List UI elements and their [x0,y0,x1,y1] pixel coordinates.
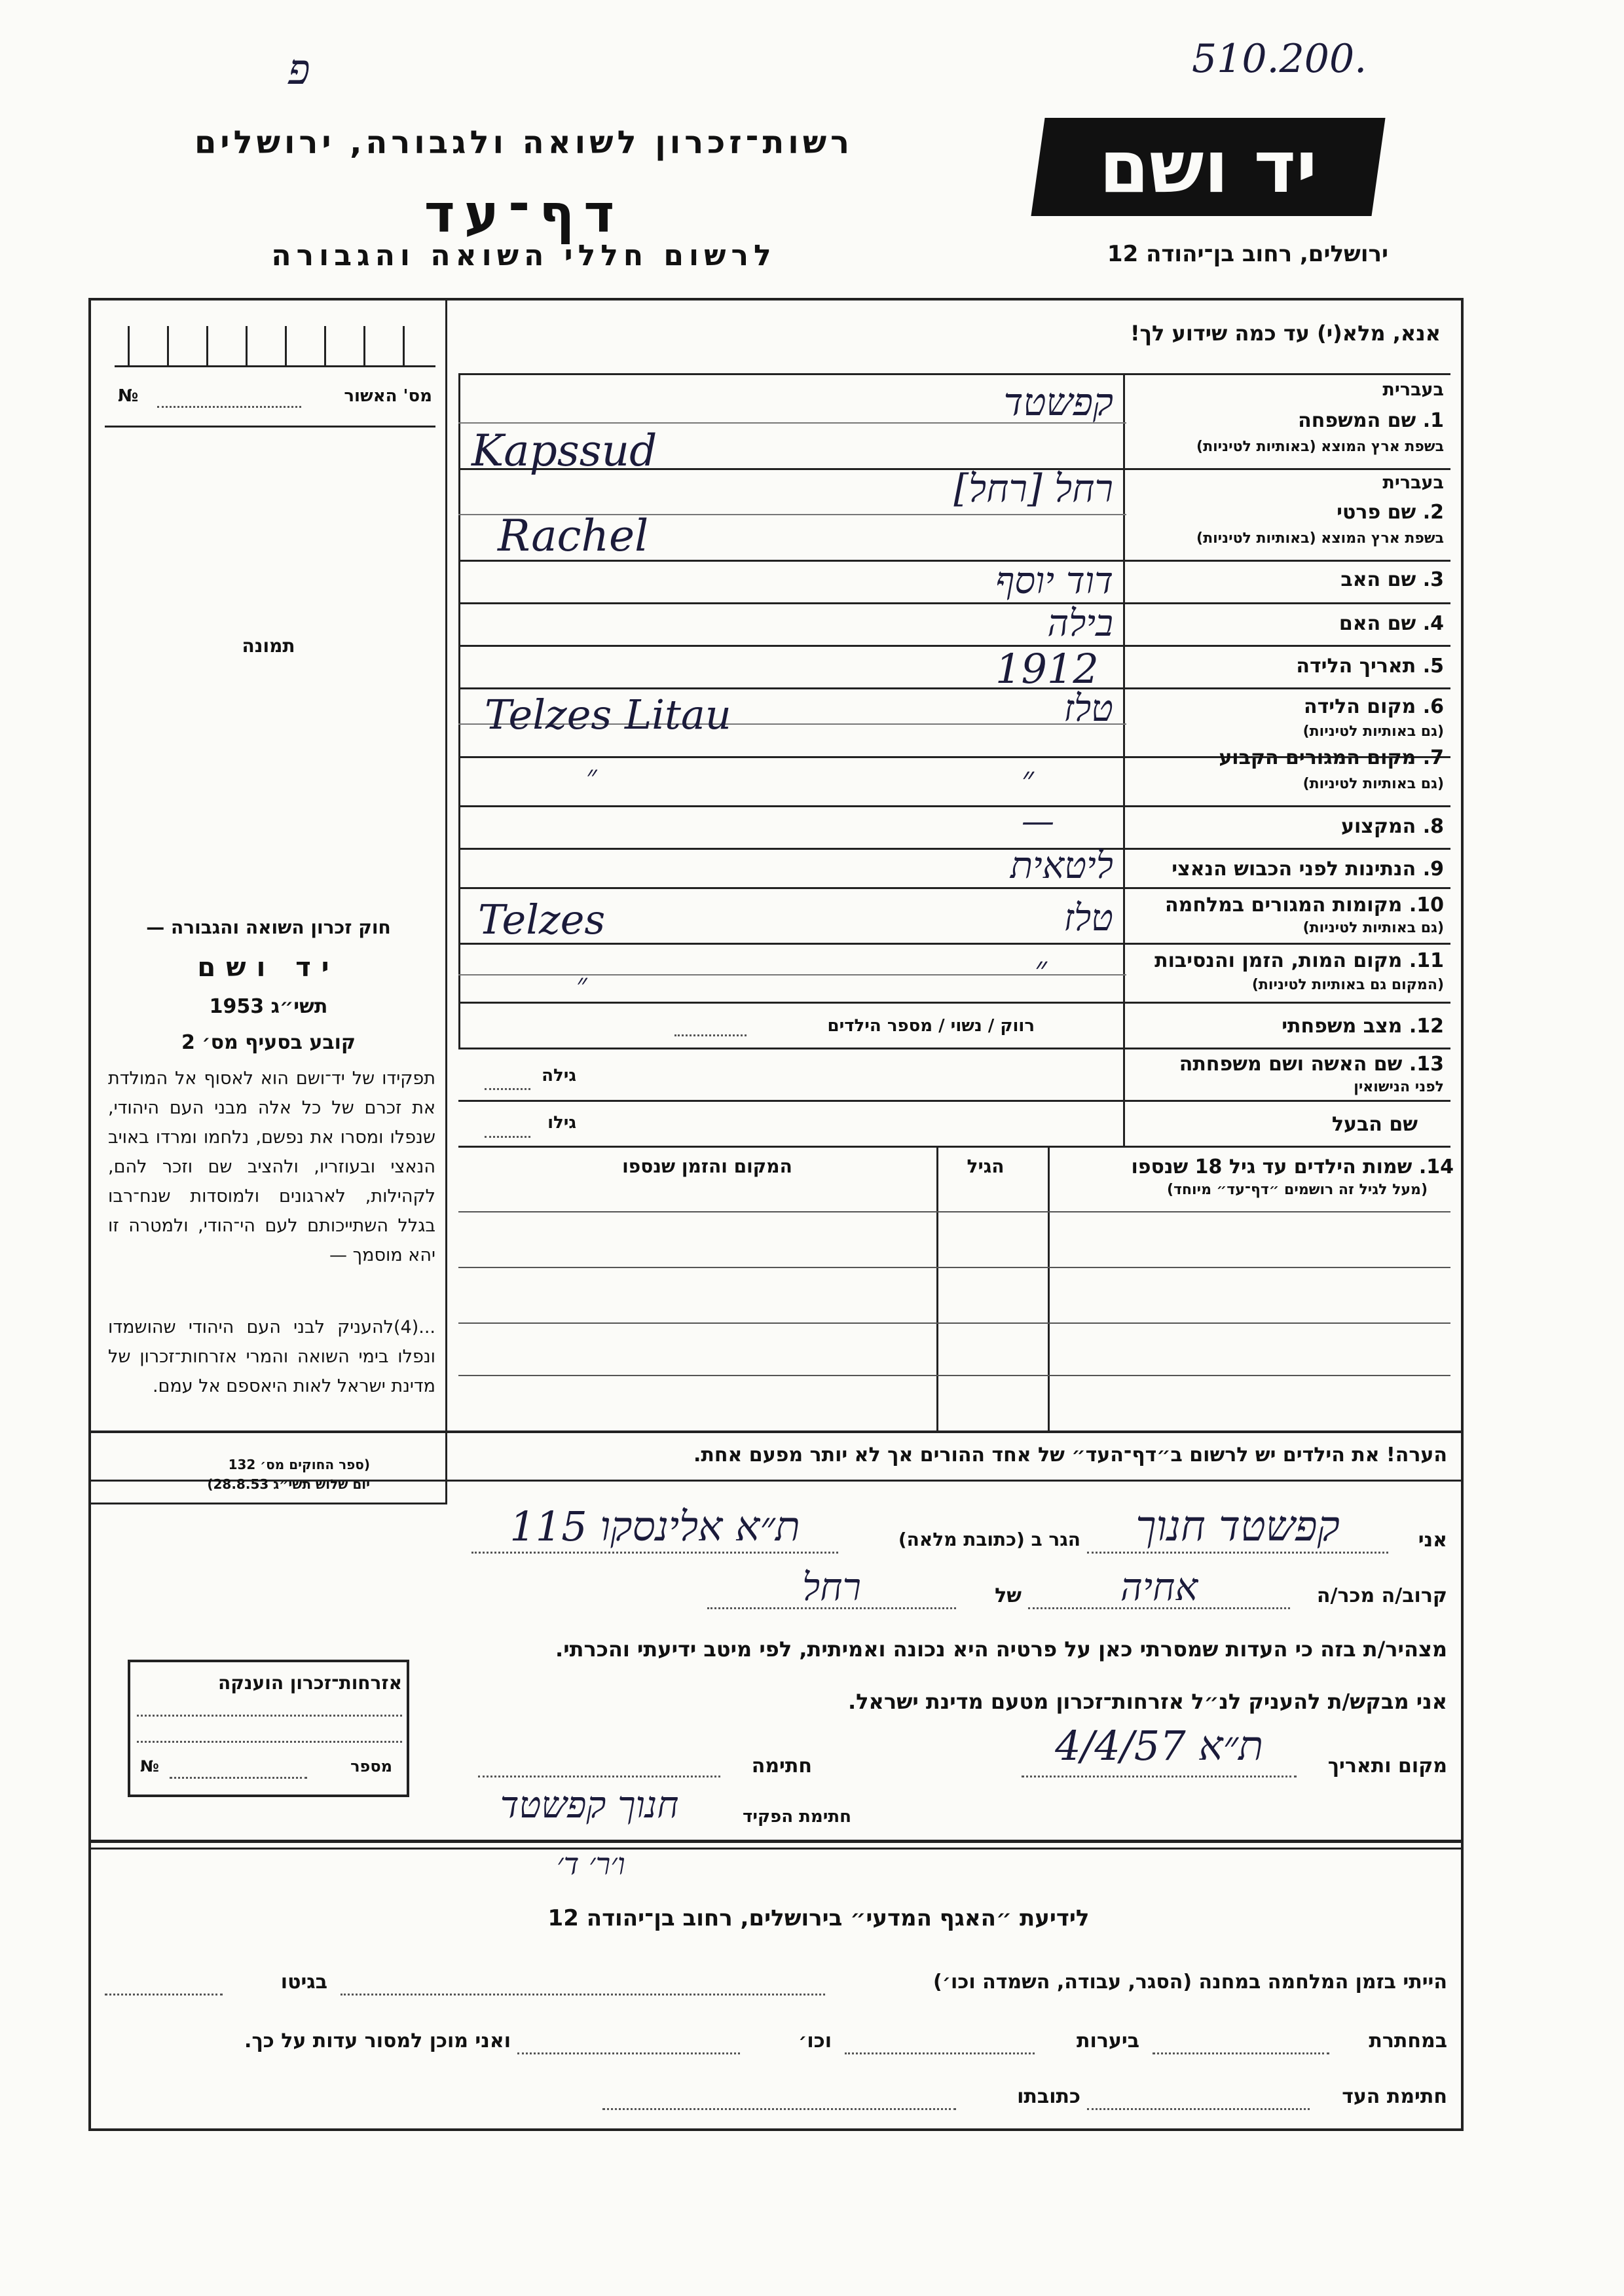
field-14-col-place: המקום והזמן שנספו [622,1156,792,1177]
field-3-num: 3. [1422,568,1444,591]
bottom-line2-c: וכו׳ [798,2030,832,2052]
field-1-lang: בעברית [1382,380,1444,400]
field-2-hebrew-value[interactable]: רחל [רחל] [953,466,1113,511]
field-6-sub: (גם באותיות לטיניות) [1302,723,1444,740]
page-title: דף־עד [424,183,624,244]
declarant-resides-label: הגר ב (כתובת מלאה) [898,1529,1080,1550]
field-2-num: 2. [1422,501,1444,524]
field-10-latin-value[interactable]: Telzes [478,896,606,943]
bottom-line2-a: במחתרת [1369,2030,1447,2052]
field-1-hebrew-value[interactable]: קפשטד [1003,380,1113,424]
tick-scale [115,326,435,367]
yad-vashem-logo [1031,118,1385,216]
declaration-text: מצהיר/ת בזה כי העדות שמסרתי כאן על פרטיה היא נכונה ואמיתית, לפי מיטב ידיעתי והכרתי. [555,1637,1447,1662]
law-year: תשי״ג 1953 [209,995,328,1018]
field-8-label [1136,815,1444,838]
field-2-label [1136,501,1444,524]
bottom-title: לידיעת ״האגף המדעי״ בירושלים, רחוב בן־יהודה 12 [547,1905,1090,1931]
field-5-label [1136,655,1444,678]
bottom-line2-d: ואני מוכן למסור עדות על כך. [244,2030,511,2052]
law-source-2: יום שלוש תשי״ג 28.8.53) [207,1476,370,1492]
bottom-line2-b: ביערות [1077,2030,1139,2052]
law-heading: חוק זכרון השואה והגבורה — [146,917,391,938]
field-3-value[interactable]: דוד יוסף [995,560,1113,602]
field-8-value[interactable]: — [1022,802,1054,840]
law-clause: קובע בסעיף מס׳ 2 [181,1031,356,1054]
relation-label: קרוב/ה מכר/ה [1316,1584,1447,1607]
field-5-value[interactable]: 1912 [995,645,1099,693]
field-12-value[interactable]: רווק / נשוי / מספר הילדים [827,1016,1035,1036]
intro-text: אנא, מלא(י) עד כמה שידוע לך! [1130,321,1441,346]
field-13-sub: לפני הנישואין [1354,1079,1444,1095]
law-text: תפקידו של יד־ושם הוא לאסוף אל המולדת את זכרם של כל אלה מבני העם היהודי, שנפלו ומסרו את נפשם, נלחמו ומרדו באויב הנאצי ובעוזריו, ולהציב שם וזכר להם, לקהילות, לארגונים ולמוסדות שנח־רבו בגלל השתייכותם לעם הי־הודי, ולמטרה זו יהא מוסמך — [108,1068,435,1266]
husband-age-label: גילו [547,1113,576,1133]
field-6-name: מקום הלידה [1303,695,1416,718]
field-5-name: תאריך הלידה [1296,655,1416,678]
cert-label: מס' האשור [344,386,432,406]
bottom-line3-a: חתימת העד [1342,2085,1447,2108]
stamp-box-title: אזרחות־זכרון הוענקה [218,1672,402,1694]
field-1-latin-value[interactable]: Kapssud [471,426,657,476]
bottom-line1-a: הייתי בזמן המלחמה במחנה (הסגר, עבודה, השמדה וכו׳) [933,1971,1447,1994]
field-14-name: שמות הילדים עד גיל 18 שנספו [1131,1156,1412,1178]
declarant-i-label: אני [1418,1529,1447,1552]
field-7-value[interactable]: ״ [1022,759,1034,797]
field-10-num: 10. [1409,894,1444,917]
field-1-sub: בשפת ארץ המוצא (באותיות לטיניות) [1196,439,1444,455]
of-label: של [995,1584,1022,1607]
field-13-label [1126,1053,1444,1076]
husband-label: שם הבעל [1331,1113,1418,1136]
law-name: יד ושם [197,953,340,983]
field-4-name: שם האם [1338,612,1416,635]
signature-label: חתימה [751,1755,812,1777]
field-7-name: מקום המגורים הקבוע [1219,746,1416,769]
stamp-box [128,1660,409,1797]
stamp-no-sign: № [140,1757,159,1776]
declarant-address[interactable]: ת״א אלינסקו 115 [509,1503,800,1550]
relative-value[interactable]: רחל [802,1565,861,1609]
note: הערה! את הילדים יש לרשום ב״דף־העד״ של אחד ההורים אך לא יותר מפעם אחת. [693,1444,1447,1467]
request-text: אני מבקש/ת להעניק לנ״ל אזרחות־זכרון מטעם מדינת ישראל. [848,1689,1447,1714]
officer-initials: ו׳ר׳ ד׳ [557,1846,625,1882]
page-subtitle: לרשום חללי השואה והגבורה [271,239,777,272]
place-date-value[interactable]: ת״א 4/4/57 [1055,1722,1263,1770]
field-10-hebrew-value[interactable]: טלז [1063,897,1113,939]
field-11-label [1126,949,1444,972]
field-10-name: מקומות המגורים במלחמה [1165,894,1403,917]
field-6-num: 6. [1422,695,1444,718]
field-2-name: שם פרטי [1337,501,1416,524]
field-4-value[interactable]: בילה [1047,602,1113,645]
field-11-latin-value[interactable]: ״ [576,968,587,1001]
field-13-name: שם האשה ושם משפחתה [1179,1053,1403,1076]
field-14-col-age: הגיל [967,1156,1005,1177]
authority-name: רשות־זכרון לשואה ולגבורה, ירושלים [194,124,854,161]
cert-no-sign: № [118,386,139,406]
field-6-latin-value[interactable]: Telzes Litau [485,691,731,738]
field-6-label [1136,695,1444,718]
law-text-2: ...(4)להעניק לבני העם היהודי שהושמדו ונפלו בימי השואה והמרי אזרחות־זכרון של מדינת ישראל לאות היאספם אל עמם. [108,1317,435,1396]
field-9-num: 9. [1422,858,1444,881]
field-7-label [1136,746,1444,769]
field-12-name: מצב משפחתי [1282,1015,1403,1038]
field-13-num: 13. [1409,1053,1444,1076]
field-14-label [1061,1156,1454,1178]
field-4-label [1136,612,1444,635]
field-6-hebrew-value[interactable]: טלז [1063,687,1113,730]
field-11-num: 11. [1409,949,1444,972]
bottom-line1-b: בגיטו [280,1971,327,1994]
field-3-label [1136,568,1444,591]
field-10-label [1126,894,1444,917]
officer-sig-label: חתימת הפקיד [743,1807,851,1827]
field-1-num: 1. [1422,409,1444,432]
field-3-name: שם האב [1340,568,1416,591]
logo-text: יד ושם [1099,125,1318,209]
law-source: (ספר החוקים מס׳ 132 [228,1457,370,1472]
officer-signature[interactable]: חנוך קפשטד [500,1784,679,1827]
field-7-latin-value[interactable]: ״ [586,759,597,793]
field-2-latin-value[interactable]: Rachel [498,511,649,561]
field-14-num: 14. [1418,1156,1454,1178]
address: ירושלים, רחוב בן־יהודה 12 [1107,241,1388,267]
field-7-sub: (גם באותיות לטיניות) [1302,776,1444,792]
field-10-sub: (גם באותיות לטיניות) [1302,920,1444,936]
archive-number: 510.200. [1192,36,1367,82]
hand-note: פ [288,46,310,94]
field-14-sub: (מעל לגיל זה רושמים ״דף־עד״ מיוחד) [1166,1182,1428,1198]
place-date-label: מקום ותאריך [1327,1755,1447,1777]
field-11-sub: (המקום גם באותיות לטיניות) [1251,977,1444,993]
field-1-name: שם המשפחה [1298,409,1416,432]
field-5-num: 5. [1422,655,1444,678]
relation-value[interactable]: אחיה [1120,1565,1198,1609]
field-11-value[interactable]: ״ [1035,949,1047,987]
field-8-num: 8. [1422,815,1444,838]
field-12-label [1126,1015,1444,1038]
field-2-sub: בשפת ארץ המוצא (באותיות לטיניות) [1196,530,1444,547]
field-1-label [1136,409,1444,432]
field-9-value[interactable]: ליטאית [1010,845,1113,887]
field-8-name: המקצוע [1340,815,1416,838]
field-9-name: הנתינות לפני הכבוש הנאצי [1172,858,1416,881]
photo-label: תמונה [242,635,295,657]
declarant-name[interactable]: קפשטד חנוך [1135,1503,1340,1551]
field-2-lang: בעברית [1382,473,1444,493]
field-4-num: 4. [1422,612,1444,635]
field-9-label [1126,858,1444,881]
field-11-name: מקום המות, הזמן והנסיבות [1154,949,1403,972]
stamp-number-label: מספר [350,1757,392,1776]
field-7-num: 7. [1422,746,1444,769]
bottom-line3-b: כתובתו [1017,2085,1080,2108]
field-13-age-label: גילה [542,1066,576,1085]
field-12-num: 12. [1409,1015,1444,1038]
